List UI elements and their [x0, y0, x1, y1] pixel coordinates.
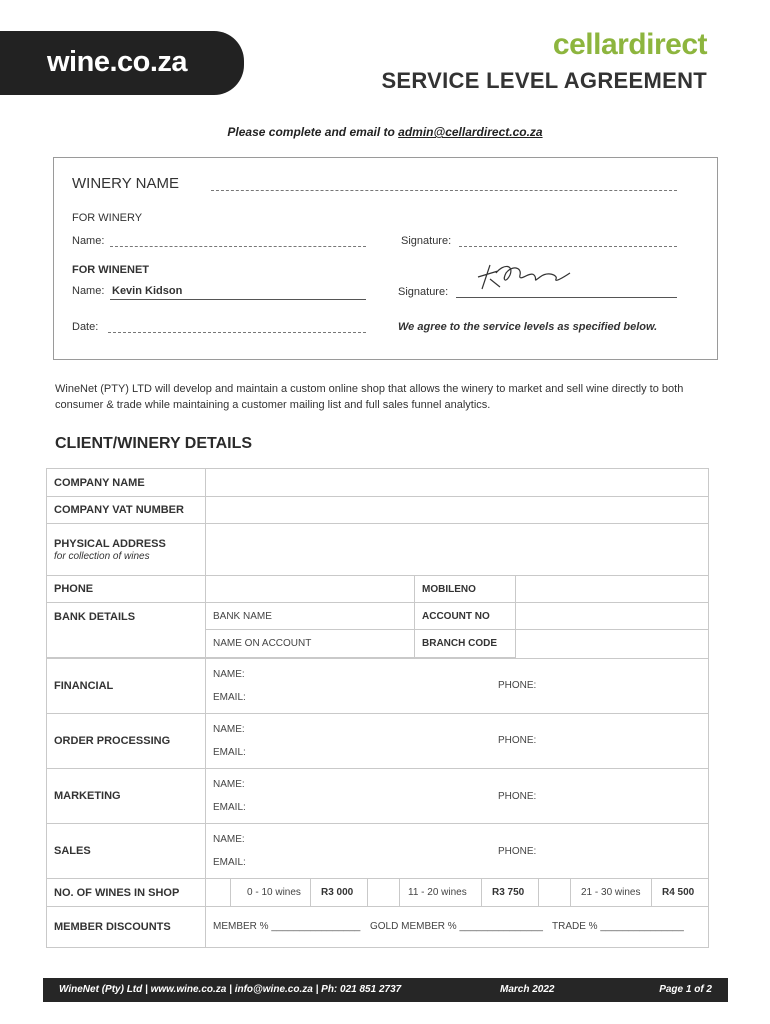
trade-percent: TRADE % _______________: [552, 921, 684, 932]
bank-details-label-cell: [47, 603, 206, 658]
tier-2-price: R3 750: [492, 887, 525, 898]
account-no-label-cell: [415, 603, 516, 630]
member-discounts-label: MEMBER DISCOUNTS: [54, 921, 171, 933]
financial-label: FINANCIAL: [54, 680, 114, 692]
wines-in-shop-label-cell: [47, 879, 206, 907]
tier-1-range: 0 - 10 wines: [247, 887, 301, 898]
company-name-label-cell: [47, 469, 206, 497]
name-on-account-input[interactable]: [206, 630, 415, 658]
signing-box: [53, 157, 718, 360]
mobileno-input[interactable]: [516, 576, 709, 603]
winenet-name-field-label: Name:: [72, 285, 105, 297]
marketing-contact-input[interactable]: [206, 769, 709, 824]
marketing-label-cell: [47, 769, 206, 824]
order-processing-name-label: NAME:: [213, 724, 245, 735]
sales-contact-input[interactable]: [206, 824, 709, 879]
footer-company: WineNet (Pty) Ltd | www.wine.co.za | info@wine.co.za | Ph: 021 851 2737: [59, 984, 402, 995]
marketing-name-label: NAME:: [213, 779, 245, 790]
member-percent: MEMBER % ________________: [213, 921, 361, 932]
bank-details-label: BANK DETAILS: [54, 611, 136, 623]
company-name-input[interactable]: [206, 469, 709, 497]
sales-phone-label: PHONE:: [498, 846, 537, 857]
bank-name-label: BANK NAME: [213, 611, 272, 622]
name-on-account-label: NAME ON ACCOUNT: [213, 638, 312, 649]
member-discounts-input[interactable]: [206, 907, 709, 948]
for-winenet-label: FOR WINENET: [72, 264, 149, 276]
financial-contact-input[interactable]: [206, 658, 709, 714]
mobileno-label: MOBILENO: [422, 584, 476, 595]
tier-1-price-cell: [311, 879, 368, 907]
order-processing-contact-input[interactable]: [206, 714, 709, 769]
tier-2-checkbox[interactable]: [368, 879, 400, 907]
branch-code-label-cell: [415, 630, 516, 658]
intro-paragraph: WineNet (PTY) LTD will develop and maintain a custom online shop that allows the winery to market and sell wine directly to both consumer & trade while maintaining a customer mailing list and full sales funnel analytics.: [55, 383, 684, 411]
gold-member-percent: GOLD MEMBER % _______________: [370, 921, 543, 932]
logo-text: wine.co.za: [47, 46, 188, 78]
sales-label-cell: [47, 824, 206, 879]
winery-name-line[interactable]: [211, 190, 677, 191]
winery-name-field-label: Name:: [72, 235, 105, 247]
company-vat-label: COMPANY VAT NUMBER: [54, 504, 184, 516]
marketing-email-label: EMAIL:: [213, 802, 246, 813]
email-link[interactable]: admin@cellardirect.co.za: [398, 125, 543, 139]
tier-3-range-cell: [571, 879, 652, 907]
physical-address-label: PHYSICAL ADDRESS: [54, 538, 166, 550]
branch-code-label: BRANCH CODE: [422, 638, 497, 649]
winery-signer-name-line[interactable]: [110, 246, 366, 247]
document-title: SERVICE LEVEL AGREEMENT: [381, 68, 707, 93]
order-processing-phone-label: PHONE:: [498, 735, 537, 746]
phone-input[interactable]: [206, 576, 415, 603]
branch-code-input[interactable]: [516, 630, 709, 658]
footer-page: Page 1 of 2: [659, 984, 712, 995]
tier-1-range-cell: [231, 879, 311, 907]
financial-email-label: EMAIL:: [213, 692, 246, 703]
date-line[interactable]: [108, 332, 366, 333]
footer-bar: [43, 978, 728, 1002]
brand-name: cellardirect: [552, 28, 707, 61]
winery-signature-label: Signature:: [401, 235, 452, 247]
financial-label-cell: [47, 658, 206, 714]
tier-3-checkbox[interactable]: [539, 879, 571, 907]
financial-phone-label: PHONE:: [498, 680, 537, 691]
tier-1-price: R3 000: [321, 887, 354, 898]
company-name-label: COMPANY NAME: [54, 477, 145, 489]
order-processing-label: ORDER PROCESSING: [54, 735, 171, 747]
phone-label-cell: [47, 576, 206, 603]
for-winery-label: FOR WINERY: [72, 212, 143, 224]
winenet-name-line: [110, 299, 366, 300]
account-no-input[interactable]: [516, 603, 709, 630]
logo-banner: [0, 31, 244, 95]
instruction-text: Please complete and email to: [227, 125, 399, 139]
physical-address-input[interactable]: [206, 524, 709, 576]
instruction-line: [0, 125, 770, 139]
financial-name-label: NAME:: [213, 669, 245, 680]
date-label: Date:: [72, 321, 99, 333]
sales-name-label: NAME:: [213, 834, 245, 845]
winenet-signature-label: Signature:: [398, 286, 449, 298]
signature-scribble: [474, 261, 574, 293]
company-vat-input[interactable]: [206, 497, 709, 524]
tier-2-price-cell: [482, 879, 539, 907]
client-details-table: [46, 468, 709, 948]
section-title: CLIENT/WINERY DETAILS: [55, 435, 253, 452]
tier-3-range: 21 - 30 wines: [581, 887, 641, 898]
mobileno-label-cell: [415, 576, 516, 603]
wines-in-shop-label: NO. OF WINES IN SHOP: [54, 887, 180, 899]
tier-2-range-cell: [400, 879, 482, 907]
marketing-phone-label: PHONE:: [498, 791, 537, 802]
physical-address-sublabel: for collection of wines: [54, 551, 150, 562]
agreement-text: We agree to the service levels as specified below.: [398, 321, 658, 333]
company-vat-label-cell: [47, 497, 206, 524]
tier-3-price-cell: [652, 879, 709, 907]
member-discounts-label-cell: [47, 907, 206, 948]
tier-3-price: R4 500: [662, 887, 695, 898]
marketing-label: MARKETING: [54, 790, 121, 802]
account-no-label: ACCOUNT NO: [422, 611, 490, 622]
sales-label: SALES: [54, 845, 91, 857]
sales-email-label: EMAIL:: [213, 857, 246, 868]
tier-1-checkbox[interactable]: [206, 879, 231, 907]
winenet-signature-line: [456, 297, 677, 298]
footer-date: March 2022: [500, 984, 555, 995]
bank-name-input[interactable]: [206, 603, 415, 630]
order-processing-label-cell: [47, 714, 206, 769]
tier-2-range: 11 - 20 wines: [408, 887, 467, 898]
winenet-signer-name: Kevin Kidson: [112, 285, 183, 297]
winery-signature-line[interactable]: [459, 246, 677, 247]
winery-name-label: WINERY NAME: [72, 175, 179, 192]
phone-label: PHONE: [54, 583, 94, 595]
order-processing-email-label: EMAIL:: [213, 747, 246, 758]
physical-address-label-cell: [47, 524, 206, 576]
